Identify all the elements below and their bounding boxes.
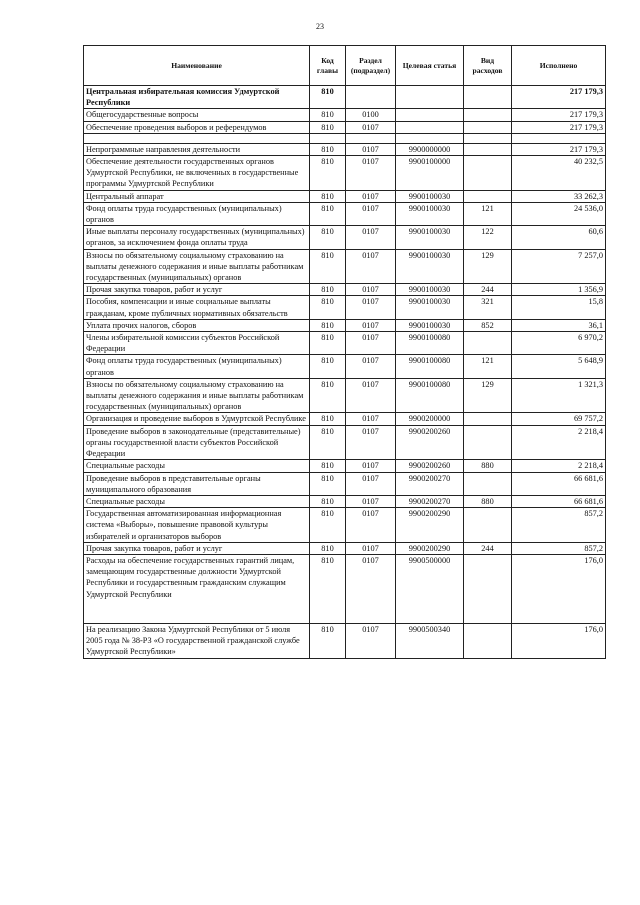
row-vid: 852	[464, 319, 512, 331]
row-razdel: 0107	[346, 554, 396, 623]
row-vid	[464, 425, 512, 460]
table-row	[84, 413, 606, 425]
row-vid: 244	[464, 284, 512, 296]
row-name: Взносы по обязательному социальному страхованию на выплаты денежного содержания и иные выплаты работникам государственных (муниципальных) органов	[84, 249, 310, 284]
row-razdel: 0107	[346, 249, 396, 284]
row-vid: 122	[464, 226, 512, 249]
row-vid: 121	[464, 202, 512, 225]
table-row	[84, 86, 606, 109]
table-row	[84, 143, 606, 155]
row-glava: 810	[310, 249, 346, 284]
row-statya: 9900200290	[396, 542, 464, 554]
row-ispolneno: 1 321,3	[512, 378, 606, 413]
row-vid: 121	[464, 355, 512, 378]
row-statya: 9900500340	[396, 623, 464, 658]
row-vid: 129	[464, 249, 512, 284]
row-statya: 9900100030	[396, 296, 464, 319]
row-statya: 9900000000	[396, 143, 464, 155]
row-ispolneno: 15,8	[512, 296, 606, 319]
row-razdel: 0100	[346, 109, 396, 121]
row-razdel: 0107	[346, 143, 396, 155]
row-ispolneno: 2 218,4	[512, 425, 606, 460]
row-razdel: 0107	[346, 355, 396, 378]
table-row	[84, 554, 606, 623]
table-spacer-row	[84, 133, 606, 143]
row-statya: 9900200000	[396, 413, 464, 425]
table-row	[84, 623, 606, 658]
row-name: Специальные расходы	[84, 460, 310, 472]
row-razdel: 0107	[346, 202, 396, 225]
table-row	[84, 508, 606, 543]
header-razdel: Раздел (подраздел)	[346, 46, 396, 86]
row-statya: 9900100030	[396, 226, 464, 249]
table-row	[84, 378, 606, 413]
row-razdel: 0107	[346, 284, 396, 296]
row-razdel: 0107	[346, 378, 396, 413]
row-name: Проведение выборов в представительные органы муниципального образования	[84, 472, 310, 495]
header-vid: Вид расходов	[464, 46, 512, 86]
table-row	[84, 542, 606, 554]
row-statya: 9900100030	[396, 319, 464, 331]
row-razdel: 0107	[346, 319, 396, 331]
table-row	[84, 319, 606, 331]
row-ispolneno: 217 179,3	[512, 86, 606, 109]
row-glava: 810	[310, 86, 346, 109]
row-ispolneno: 176,0	[512, 623, 606, 658]
row-vid	[464, 554, 512, 623]
row-statya: 9900200260	[396, 460, 464, 472]
header-ispolneno: Исполнено	[512, 46, 606, 86]
row-razdel: 0107	[346, 413, 396, 425]
row-name: Обеспечение деятельности государственных органов Удмуртской Республики, не включенных в государственные программы Удмуртской Республики	[84, 156, 310, 191]
row-ispolneno: 217 179,3	[512, 109, 606, 121]
row-name: Обеспечение проведения выборов и референдумов	[84, 121, 310, 133]
row-statya: 9900200270	[396, 495, 464, 507]
row-ispolneno: 6 970,2	[512, 332, 606, 355]
row-name: Общегосударственные вопросы	[84, 109, 310, 121]
row-name: Государственная автоматизированная информационная система «Выборы», повышение правовой культуры избирателей и организаторов выборов	[84, 508, 310, 543]
row-statya: 9900100080	[396, 332, 464, 355]
row-razdel: 0107	[346, 190, 396, 202]
row-glava: 810	[310, 296, 346, 319]
row-ispolneno: 69 757,2	[512, 413, 606, 425]
row-glava: 810	[310, 202, 346, 225]
row-statya	[396, 109, 464, 121]
row-vid	[464, 472, 512, 495]
row-glava: 810	[310, 460, 346, 472]
row-glava: 810	[310, 413, 346, 425]
row-razdel: 0107	[346, 226, 396, 249]
row-razdel: 0107	[346, 472, 396, 495]
row-glava: 810	[310, 121, 346, 133]
row-ispolneno: 7 257,0	[512, 249, 606, 284]
table-header-row	[84, 46, 606, 86]
row-razdel: 0107	[346, 296, 396, 319]
row-ispolneno: 1 356,9	[512, 284, 606, 296]
row-glava: 810	[310, 623, 346, 658]
row-ispolneno: 217 179,3	[512, 121, 606, 133]
row-ispolneno: 66 681,6	[512, 472, 606, 495]
row-razdel: 0107	[346, 121, 396, 133]
expenditure-table	[83, 45, 606, 659]
row-glava: 810	[310, 226, 346, 249]
row-glava: 810	[310, 284, 346, 296]
row-glava: 810	[310, 332, 346, 355]
row-statya: 9900100080	[396, 355, 464, 378]
table-row	[84, 202, 606, 225]
row-vid	[464, 109, 512, 121]
row-glava: 810	[310, 472, 346, 495]
row-vid	[464, 332, 512, 355]
row-ispolneno: 40 232,5	[512, 156, 606, 191]
row-statya: 9900100030	[396, 249, 464, 284]
row-statya: 9900200290	[396, 508, 464, 543]
table-row	[84, 190, 606, 202]
row-vid: 129	[464, 378, 512, 413]
row-name: Фонд оплаты труда государственных (муниципальных) органов	[84, 202, 310, 225]
row-razdel: 0107	[346, 495, 396, 507]
table-row	[84, 121, 606, 133]
table-row	[84, 226, 606, 249]
row-name: Иные выплаты персоналу государственных (муниципальных) органов, за исключением фонда оплаты труда	[84, 226, 310, 249]
row-ispolneno: 217 179,3	[512, 143, 606, 155]
header-statya: Целевая статья	[396, 46, 464, 86]
row-razdel: 0107	[346, 508, 396, 543]
row-glava: 810	[310, 508, 346, 543]
row-name: Взносы по обязательному социальному страхованию на выплаты денежного содержания и иные выплаты работникам государственных (муниципальных) органов	[84, 378, 310, 413]
row-vid	[464, 86, 512, 109]
table-row	[84, 296, 606, 319]
row-name: На реализацию Закона Удмуртской Республики от 5 июля 2005 года № 38-РЗ «О государственной гражданской службе Удмуртской Республики»	[84, 623, 310, 658]
row-statya: 9900100030	[396, 202, 464, 225]
row-glava: 810	[310, 425, 346, 460]
row-name: Организация и проведение выборов в Удмуртской Республике	[84, 413, 310, 425]
row-glava: 810	[310, 156, 346, 191]
row-vid: 880	[464, 460, 512, 472]
row-name: Непрограммные направления деятельности	[84, 143, 310, 155]
row-ispolneno: 2 218,4	[512, 460, 606, 472]
row-name: Уплата прочих налогов, сборов	[84, 319, 310, 331]
header-name: Наименование	[84, 46, 310, 86]
row-statya: 9900100000	[396, 156, 464, 191]
row-statya: 9900200260	[396, 425, 464, 460]
row-ispolneno: 36,1	[512, 319, 606, 331]
table-row	[84, 109, 606, 121]
row-vid	[464, 508, 512, 543]
row-vid	[464, 623, 512, 658]
row-name: Расходы на обеспечение государственных гарантий лицам, замещающим государственные должности Удмуртской Республики и государственным гражданским служащим Удмуртской Республики	[84, 554, 310, 623]
row-vid	[464, 190, 512, 202]
row-glava: 810	[310, 378, 346, 413]
row-statya	[396, 121, 464, 133]
table-row	[84, 425, 606, 460]
row-statya: 9900100080	[396, 378, 464, 413]
row-name: Прочая закупка товаров, работ и услуг	[84, 542, 310, 554]
row-vid	[464, 121, 512, 133]
row-glava: 810	[310, 143, 346, 155]
row-statya: 9900100030	[396, 284, 464, 296]
row-vid	[464, 143, 512, 155]
row-glava: 810	[310, 495, 346, 507]
table-row	[84, 332, 606, 355]
row-vid: 880	[464, 495, 512, 507]
row-statya	[396, 86, 464, 109]
row-ispolneno: 60,6	[512, 226, 606, 249]
table-row	[84, 355, 606, 378]
table-row	[84, 460, 606, 472]
row-razdel: 0107	[346, 460, 396, 472]
row-name: Центральная избирательная комиссия Удмуртской Республики	[84, 86, 310, 109]
row-ispolneno: 176,0	[512, 554, 606, 623]
table-row	[84, 156, 606, 191]
row-vid	[464, 156, 512, 191]
row-statya: 9900500000	[396, 554, 464, 623]
row-statya: 9900200270	[396, 472, 464, 495]
row-name: Специальные расходы	[84, 495, 310, 507]
row-vid: 321	[464, 296, 512, 319]
header-glava: Код главы	[310, 46, 346, 86]
row-glava: 810	[310, 355, 346, 378]
row-name: Фонд оплаты труда государственных (муниципальных) органов	[84, 355, 310, 378]
row-razdel: 0107	[346, 623, 396, 658]
row-glava: 810	[310, 109, 346, 121]
row-ispolneno: 857,2	[512, 508, 606, 543]
row-razdel: 0107	[346, 425, 396, 460]
row-ispolneno: 5 648,9	[512, 355, 606, 378]
row-razdel: 0107	[346, 156, 396, 191]
row-glava: 810	[310, 554, 346, 623]
row-ispolneno: 857,2	[512, 542, 606, 554]
table-row	[84, 284, 606, 296]
row-vid	[464, 413, 512, 425]
row-statya: 9900100030	[396, 190, 464, 202]
row-glava: 810	[310, 190, 346, 202]
row-name: Проведение выборов в законодательные (представительные) органы государственной власти субъектов Российской Федерации	[84, 425, 310, 460]
row-razdel	[346, 86, 396, 109]
row-ispolneno: 66 681,6	[512, 495, 606, 507]
table-row	[84, 495, 606, 507]
page-number: 23	[316, 22, 324, 31]
row-razdel: 0107	[346, 542, 396, 554]
row-vid: 244	[464, 542, 512, 554]
row-name: Центральный аппарат	[84, 190, 310, 202]
row-name: Прочая закупка товаров, работ и услуг	[84, 284, 310, 296]
row-ispolneno: 24 536,0	[512, 202, 606, 225]
row-razdel: 0107	[346, 332, 396, 355]
row-name: Члены избирательной комиссии субъектов Российской Федерации	[84, 332, 310, 355]
row-ispolneno: 33 262,3	[512, 190, 606, 202]
row-name: Пособия, компенсации и иные социальные выплаты гражданам, кроме публичных нормативных обязательств	[84, 296, 310, 319]
table-row	[84, 472, 606, 495]
row-glava: 810	[310, 542, 346, 554]
table-row	[84, 249, 606, 284]
row-glava: 810	[310, 319, 346, 331]
